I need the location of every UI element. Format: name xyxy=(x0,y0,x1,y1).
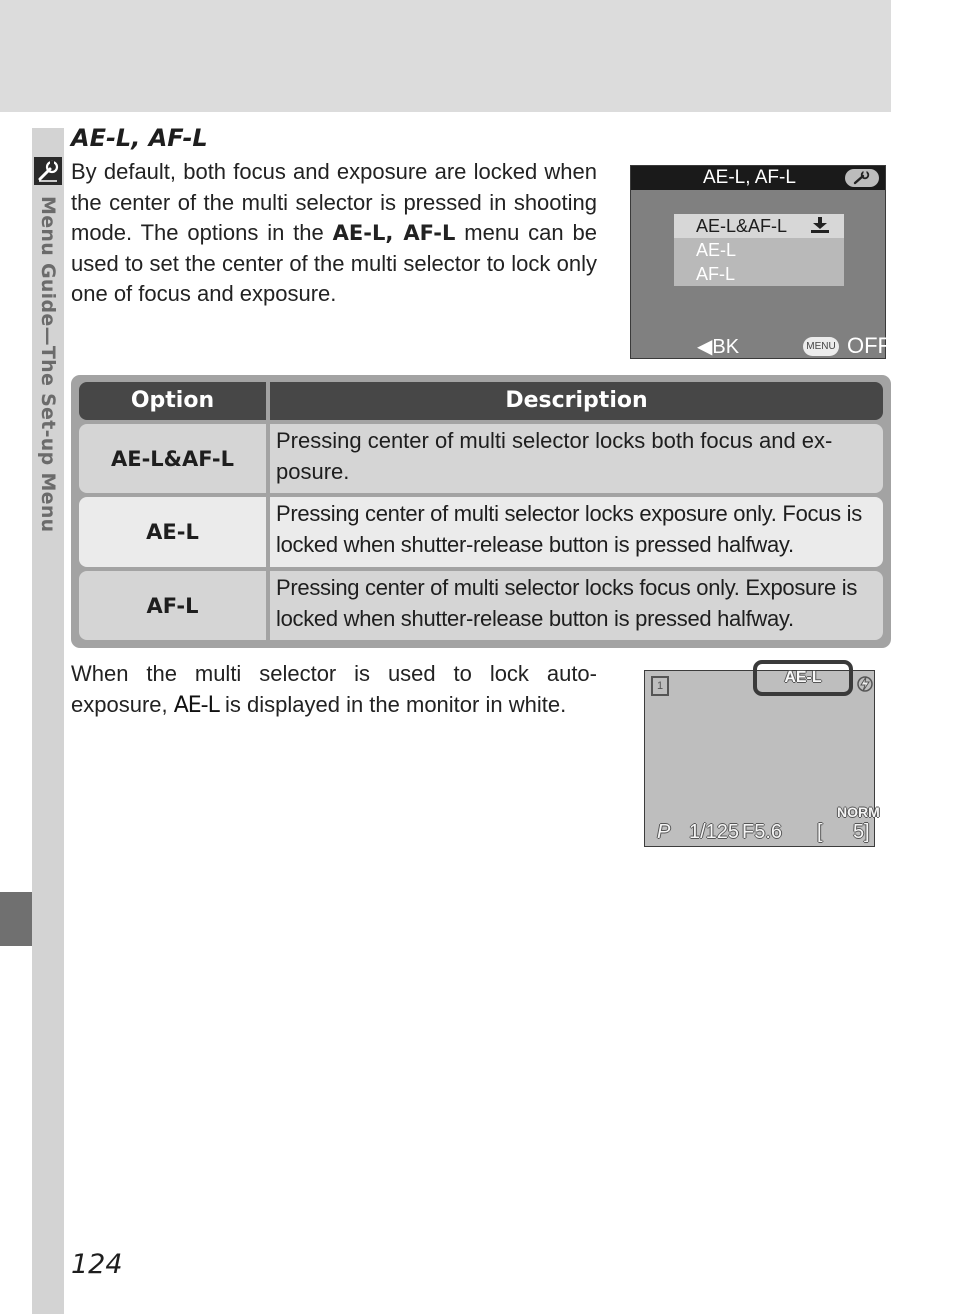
ael-monitor-indicator: AE-L xyxy=(784,669,822,686)
intro-text-1: By default, both focus and exposure are locked when the center of the multi selector is pressed in shooting mode. The options in the xyxy=(71,159,597,245)
lower-text-2: is displayed in the monitor in white. xyxy=(218,691,567,717)
intro-menu-name: AE-L, AF-L xyxy=(332,221,456,245)
shutter-speed: 1/125 xyxy=(689,821,740,843)
setup-wrench-icon xyxy=(845,169,879,187)
menu-off-label: OFF xyxy=(847,333,891,358)
chapter-tab-marker xyxy=(0,892,32,946)
section-title: AE-L, AF-L xyxy=(71,124,208,152)
menu-option-list xyxy=(674,214,844,286)
section-side-label: Menu Guide—The Set-up Menu xyxy=(37,196,59,533)
table-row-description: Pressing center of multi selector locks focus only. Exposure is locked when shutter-release button is pressed halfway. xyxy=(270,571,883,640)
intro-text-2: menu can be used to set the center of the multi selector to lock only one of focus and exposure. xyxy=(71,220,597,306)
table-row-description: Pressing center of multi selector locks both focus and ex-posure. xyxy=(270,424,883,493)
menu-header xyxy=(631,166,885,190)
back-label: BK xyxy=(712,336,740,358)
frame-count-icon: 1 xyxy=(651,676,669,696)
monitor-display xyxy=(644,669,880,847)
image-quality-indicator: NORM xyxy=(837,804,880,820)
menu-item-ael[interactable] xyxy=(674,238,844,262)
aperture-value: F5.6 xyxy=(742,821,783,843)
table-row-option: AE-L&AF-L xyxy=(79,424,266,493)
camera-menu-screen xyxy=(630,165,891,359)
setup-wrench-icon xyxy=(34,157,62,185)
lower-text-1: When the multi selector is used to lock auto-exposure, xyxy=(71,661,597,717)
menu-item-afl[interactable] xyxy=(674,262,844,286)
lower-paragraph xyxy=(71,659,597,721)
table-header-description: Description xyxy=(270,382,883,420)
back-hint xyxy=(697,334,739,359)
top-header-band xyxy=(0,0,891,112)
ael-highlight-box xyxy=(753,660,853,696)
page-number: 124 xyxy=(71,1249,123,1280)
intro-paragraph xyxy=(71,157,597,310)
remaining-bracket-icon: [ xyxy=(817,821,823,843)
options-table xyxy=(71,375,891,648)
table-row-description: Pressing center of multi selector locks exposure only. Focus is locked when shutter-release button is pressed halfway. xyxy=(270,497,883,567)
menu-item-label: AE-L xyxy=(696,240,737,260)
table-row-option: AF-L xyxy=(79,571,266,640)
flash-off-icon xyxy=(857,675,873,698)
remaining-exposures: 5 xyxy=(853,821,865,843)
remaining-bracket-close-icon: ] xyxy=(864,821,870,843)
left-arrow-icon: ◀ xyxy=(697,336,713,358)
menu-header-title: AE-L, AF-L xyxy=(703,167,796,188)
menu-item-ael-afl[interactable] xyxy=(674,214,844,238)
ael-inline-indicator: AE-L xyxy=(173,692,219,718)
table-header-option: Option xyxy=(79,382,266,420)
menu-button-icon: MENU xyxy=(803,337,839,356)
table-row-option: AE-L xyxy=(79,497,266,567)
menu-item-label: AF-L xyxy=(696,264,736,284)
exposure-mode: P xyxy=(657,821,671,843)
menu-item-label: AE-L&AF-L xyxy=(696,216,788,236)
